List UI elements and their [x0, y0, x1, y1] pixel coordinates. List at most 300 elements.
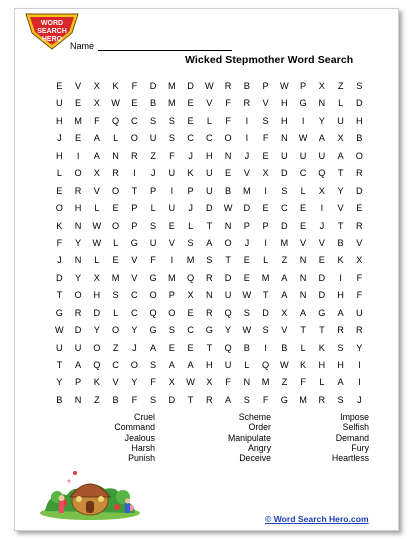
grid-letter: C	[131, 290, 138, 301]
grid-letter: Z	[281, 255, 288, 266]
grid-letter: I	[264, 185, 267, 196]
grid-letter: T	[337, 168, 344, 179]
grid-letter: L	[188, 220, 194, 231]
grid-letter: Q	[262, 360, 270, 370]
grid-letter: Q	[224, 342, 232, 353]
grid-letter: M	[186, 255, 195, 266]
grid-letter: D	[56, 272, 63, 283]
grid-letter: S	[168, 115, 175, 126]
grid-letter: U	[224, 290, 232, 301]
grid-letter: D	[356, 98, 363, 109]
grid-letter: M	[261, 377, 270, 388]
grid-letter: V	[281, 325, 288, 336]
word-list-item: Jealous	[124, 432, 155, 443]
word-list-item: Manipulate	[227, 432, 271, 443]
grid-letter: P	[75, 377, 82, 388]
grid-letter: I	[245, 133, 249, 144]
grid-letter: V	[131, 255, 138, 266]
grid-letter: J	[357, 394, 362, 405]
grid-letter: M	[168, 81, 176, 91]
grid-letter: E	[356, 203, 363, 214]
grid-letter: O	[93, 342, 101, 353]
grid-letter: R	[243, 98, 251, 109]
grid-letter: E	[243, 272, 250, 283]
grid-letter: K	[112, 81, 119, 91]
grid-letter: D	[168, 394, 176, 405]
grid-letter: X	[93, 168, 100, 179]
grid-letter: T	[56, 360, 63, 370]
grid-letter: W	[223, 203, 233, 214]
grid-letter: R	[206, 272, 213, 283]
grid-letter: H	[93, 290, 101, 301]
word-list-item: Cruel	[133, 412, 155, 422]
grid-letter: K	[187, 168, 194, 179]
grid-letter: C	[131, 115, 138, 126]
grid-letter: L	[206, 115, 212, 126]
grid-letter: D	[318, 290, 326, 301]
grid-letter: S	[150, 115, 157, 126]
grid-letter: S	[187, 237, 194, 248]
grid-letter: N	[74, 220, 82, 231]
grid-letter: L	[300, 185, 306, 196]
grid-letter: R	[337, 325, 344, 336]
grid-letter: I	[264, 342, 267, 353]
grid-letter: A	[206, 237, 213, 248]
grid-letter: R	[74, 185, 82, 196]
grid-letter: H	[56, 115, 63, 126]
grid-letter: T	[56, 290, 63, 301]
grid-letter: I	[133, 168, 136, 179]
grid-letter: G	[130, 237, 138, 248]
grid-letter: R	[74, 307, 82, 318]
grid-letter: K	[300, 360, 307, 370]
word-list-item: Heartless	[331, 453, 369, 464]
logo-text-word: WORD	[40, 20, 64, 27]
grid-letter: O	[112, 185, 120, 196]
grid-letter: M	[111, 272, 120, 283]
grid-letter: S	[112, 290, 119, 301]
grid-letter: E	[168, 342, 175, 353]
grid-letter: K	[318, 342, 325, 353]
grid-letter: L	[113, 237, 119, 248]
word-list-item: Fury	[351, 442, 369, 453]
grid-letter: T	[262, 290, 269, 301]
grid-letter: B	[281, 342, 288, 353]
grid-letter: F	[300, 377, 306, 388]
grid-letter: A	[337, 150, 344, 161]
grid-letter: D	[187, 81, 194, 91]
grid-letter: M	[74, 115, 82, 126]
grid-letter: I	[170, 255, 174, 266]
grid-letter: B	[56, 394, 63, 405]
grid-letter: A	[150, 342, 157, 353]
grid-letter: F	[131, 81, 138, 91]
grid-letter: R	[356, 220, 363, 231]
grid-letter: L	[56, 168, 62, 179]
grid-letter: E	[187, 98, 194, 109]
grid-letter: W	[242, 290, 252, 301]
grid-letter: X	[93, 81, 100, 91]
grid-letter: M	[261, 272, 270, 283]
grid-letter: E	[262, 203, 269, 214]
grid-letter: W	[298, 133, 308, 144]
grid-letter: S	[150, 360, 157, 370]
grid-letter: M	[243, 185, 251, 196]
grid-letter: Z	[150, 150, 156, 161]
grid-letter: O	[130, 360, 138, 370]
grid-letter: F	[94, 115, 100, 126]
grid-letter: O	[224, 237, 232, 248]
grid-letter: U	[318, 150, 326, 161]
grid-letter: M	[280, 237, 289, 248]
grid-letter: J	[188, 203, 193, 214]
grid-letter: X	[318, 81, 325, 91]
grid-letter: D	[281, 168, 288, 179]
grid-letter: E	[262, 150, 269, 161]
grid-letter: R	[206, 307, 213, 318]
grid-letter: H	[337, 290, 344, 301]
grid-letter: S	[243, 394, 250, 405]
grid-letter: A	[337, 377, 344, 388]
name-input-line[interactable]	[98, 42, 232, 51]
grid-letter: Q	[112, 115, 120, 126]
grid-letter: L	[113, 307, 119, 318]
grid-letter: W	[280, 81, 289, 91]
grid-letter: N	[224, 150, 232, 161]
word-list-column-2	[201, 412, 271, 463]
grid-letter: Z	[94, 394, 100, 405]
grid-letter: N	[299, 272, 307, 283]
grid-letter: B	[243, 342, 250, 353]
grid-letter: W	[55, 325, 64, 336]
grid-letter: T	[319, 325, 325, 336]
logo-text-search: SEARCH	[37, 28, 67, 35]
grid-letter: T	[337, 220, 344, 231]
grid-letter: W	[92, 220, 102, 231]
grid-letter: S	[356, 81, 363, 91]
grid-letter: F	[225, 115, 231, 126]
grid-letter: S	[150, 220, 157, 231]
grid-letter: X	[281, 307, 288, 318]
grid-letter: C	[299, 168, 307, 179]
grid-letter: T	[206, 342, 213, 353]
grid-letter: Y	[75, 237, 82, 248]
grid-letter: E	[75, 133, 82, 144]
word-list-item: Harsh	[131, 442, 155, 453]
grid-letter: W	[280, 360, 289, 370]
grid-letter: S	[262, 325, 269, 336]
grid-letter: D	[243, 203, 251, 214]
grid-letter: L	[263, 255, 269, 266]
grid-letter: Y	[337, 185, 344, 196]
grid-letter: E	[187, 307, 194, 318]
name-field-row	[70, 41, 232, 51]
grid-letter: X	[187, 290, 194, 301]
grid-letter: V	[318, 237, 325, 248]
grid-letter: W	[186, 377, 195, 388]
grid-letter: D	[318, 272, 326, 283]
grid-letter: E	[187, 342, 194, 353]
grid-letter: E	[56, 81, 63, 91]
grid-letter: P	[131, 203, 138, 214]
grid-letter: C	[187, 133, 194, 144]
grid-letter: T	[131, 185, 138, 196]
grid-letter: U	[168, 168, 176, 179]
grid-letter: J	[150, 168, 156, 179]
grid-letter: A	[93, 133, 100, 144]
grid-letter: K	[93, 377, 100, 388]
grid-letter: I	[301, 115, 305, 126]
grid-letter: M	[299, 394, 307, 405]
grid-letter: Z	[112, 342, 119, 353]
grid-letter: G	[55, 307, 63, 318]
grid-letter: U	[281, 150, 288, 161]
grid-letter: F	[150, 255, 156, 266]
grid-letter: P	[243, 220, 250, 231]
grid-letter: D	[206, 203, 213, 214]
grid-letter: K	[56, 220, 63, 231]
grid-letter: F	[131, 394, 138, 405]
word-list-item: Impose	[340, 412, 369, 422]
grid-letter: F	[225, 98, 231, 109]
grid-letter: O	[355, 150, 363, 161]
grid-letter: A	[168, 360, 175, 370]
grid-letter: Y	[318, 115, 325, 126]
grid-letter: N	[299, 290, 307, 301]
grid-letter: O	[55, 203, 63, 214]
grid-letter: B	[150, 98, 157, 109]
grid-letter: A	[187, 360, 194, 370]
grid-letter: E	[187, 115, 194, 126]
grid-letter: Z	[281, 377, 288, 388]
grid-letter: G	[318, 307, 326, 318]
grid-letter: J	[319, 220, 325, 231]
grid-letter: G	[149, 272, 157, 283]
grid-letter: E	[300, 203, 307, 214]
grid-letter: S	[262, 115, 269, 126]
grid-letter: W	[205, 81, 214, 91]
grid-letter: V	[168, 237, 175, 248]
grid-letter: V	[131, 272, 138, 283]
grid-letter: H	[356, 115, 363, 126]
grid-letter: P	[300, 81, 307, 91]
grid-letter: M	[168, 272, 176, 283]
grid-letter: F	[56, 237, 63, 248]
grid-letter: R	[356, 168, 363, 179]
word-list-item: Punish	[128, 453, 155, 464]
grid-letter: G	[280, 394, 288, 405]
grid-letter: J	[188, 150, 193, 161]
grid-letter: U	[149, 133, 157, 144]
grid-letter: Z	[337, 81, 344, 91]
word-list-item: Deceive	[239, 453, 271, 464]
grid-letter: V	[93, 185, 100, 196]
grid-letter: A	[281, 272, 288, 283]
grid-letter: I	[358, 377, 361, 388]
grid-letter: G	[299, 98, 307, 109]
logo-text-hero: HERO	[41, 36, 63, 43]
grid-letter: L	[319, 377, 325, 388]
grid-letter: H	[318, 360, 326, 370]
grid-letter: R	[318, 394, 326, 405]
grid-letter: O	[74, 290, 82, 301]
grid-letter: V	[337, 203, 344, 214]
grid-letter: J	[57, 133, 62, 144]
grid-letter: A	[225, 394, 232, 405]
grid-letter: T	[187, 394, 194, 405]
grid-letter: O	[224, 133, 232, 144]
grid-letter: D	[356, 185, 363, 196]
grid-letter: N	[206, 290, 213, 301]
name-label: Name	[70, 41, 95, 51]
grid-letter: A	[75, 360, 82, 370]
grid-letter: E	[112, 255, 119, 266]
grid-letter: W	[242, 325, 252, 336]
grid-letter: F	[169, 150, 175, 161]
grid-letter: D	[262, 307, 269, 318]
grid-letter: Y	[56, 377, 63, 388]
grid-letter: Y	[356, 342, 363, 353]
word-list-item: Demand	[335, 432, 369, 443]
grid-letter: D	[93, 307, 101, 318]
word-list-column-3	[315, 412, 369, 463]
grid-letter: P	[168, 290, 175, 301]
grid-letter: L	[338, 98, 344, 109]
grid-letter: E	[112, 203, 119, 214]
page-title: Wicked Stepmother Word Search	[185, 54, 354, 66]
grid-letter: V	[206, 98, 213, 109]
grid-letter: Q	[149, 307, 157, 318]
grid-letter: Q	[93, 360, 101, 370]
grid-letter: A	[281, 290, 288, 301]
word-list-column-1	[99, 412, 155, 463]
word-list-item: Scheme	[238, 412, 271, 422]
grid-letter: P	[187, 185, 194, 196]
grid-letter: L	[150, 203, 156, 214]
grid-letter: S	[206, 255, 213, 266]
grid-letter: F	[262, 133, 269, 144]
grid-letter: U	[56, 98, 63, 109]
grid-letter: L	[94, 203, 100, 214]
grid-letter: B	[225, 185, 232, 196]
grid-letter: L	[244, 360, 250, 370]
grid-letter: U	[206, 168, 213, 179]
grid-letter: U	[149, 237, 157, 248]
grid-letter: S	[243, 307, 250, 318]
grid-letter: K	[337, 255, 344, 266]
grid-letter: R	[112, 168, 119, 179]
grid-letter: X	[356, 255, 363, 266]
grid-letter: C	[187, 325, 194, 336]
grid-letter: V	[243, 168, 250, 179]
grid-letter: C	[206, 133, 213, 144]
grid-letter: X	[168, 377, 175, 388]
grid-letter: I	[320, 203, 324, 214]
grid-letter: X	[318, 185, 325, 196]
word-list-item: Order	[248, 422, 271, 433]
grid-letter: J	[244, 150, 250, 161]
grid-letter: H	[74, 203, 82, 214]
grid-letter: S	[337, 342, 344, 353]
grid-letter: Q	[318, 168, 326, 179]
grid-letter: H	[337, 360, 344, 370]
grid-letter: P	[262, 81, 269, 91]
grid-letter: I	[76, 150, 80, 161]
grid-letter: S	[150, 394, 157, 405]
grid-letter: X	[93, 272, 100, 283]
grid-letter: D	[74, 325, 82, 336]
grid-letter: N	[74, 255, 82, 266]
grid-letter: U	[74, 342, 82, 353]
grid-letter: A	[93, 150, 100, 161]
grid-letter: N	[281, 133, 288, 144]
grid-letter: O	[74, 168, 82, 179]
grid-letter: S	[168, 133, 175, 144]
grid-letter: T	[206, 220, 213, 231]
grid-letter: N	[74, 394, 82, 405]
grid-letter: Y	[75, 272, 82, 283]
grid-letter: F	[150, 377, 156, 388]
grid-letter: V	[75, 81, 82, 91]
grid-letter: G	[149, 325, 157, 336]
grid-letter: E	[75, 98, 82, 109]
grid-letter: W	[111, 98, 120, 109]
grid-letter: O	[149, 290, 157, 301]
grid-letter: Q	[224, 307, 232, 318]
footer-link[interactable]: © Word Search Hero.com	[265, 514, 369, 524]
grid-letter: C	[281, 203, 288, 214]
grid-letter: A	[337, 307, 344, 318]
grid-letter: F	[262, 394, 269, 405]
grid-letter: U	[224, 360, 232, 370]
grid-letter: X	[206, 377, 213, 388]
grid-letter: X	[262, 168, 269, 179]
grid-letter: N	[318, 98, 326, 109]
grid-letter: B	[112, 394, 119, 405]
grid-letter: I	[264, 237, 267, 248]
grid-letter: N	[243, 377, 251, 388]
grid-letter: U	[206, 185, 213, 196]
grid-letter: W	[92, 237, 102, 248]
grid-letter: D	[149, 81, 157, 91]
grid-letter: H	[281, 115, 288, 126]
word-list-item: Command	[114, 422, 155, 433]
grid-letter: A	[300, 307, 307, 318]
grid-letter: E	[131, 98, 138, 109]
grid-letter: A	[318, 133, 325, 144]
grid-letter: X	[93, 98, 100, 109]
grid-letter: U	[337, 115, 344, 126]
grid-letter: J	[244, 237, 250, 248]
grid-letter: Y	[225, 325, 232, 336]
grid-letter: D	[224, 272, 232, 283]
grid-letter: R	[131, 150, 138, 161]
grid-letter: O	[112, 325, 120, 336]
grid-letter: Y	[131, 377, 138, 388]
grid-letter: E	[225, 168, 232, 179]
grid-letter: H	[56, 150, 63, 161]
grid-letter: P	[131, 220, 138, 231]
grid-letter: V	[356, 237, 363, 248]
grid-letter: F	[225, 377, 231, 388]
grid-letter: H	[206, 150, 213, 161]
grid-letter: N	[224, 220, 232, 231]
grid-letter: F	[356, 272, 363, 283]
grid-letter: O	[130, 133, 138, 144]
grid-letter: J	[57, 255, 62, 266]
grid-letter: Y	[93, 325, 100, 336]
grid-letter: N	[299, 255, 307, 266]
